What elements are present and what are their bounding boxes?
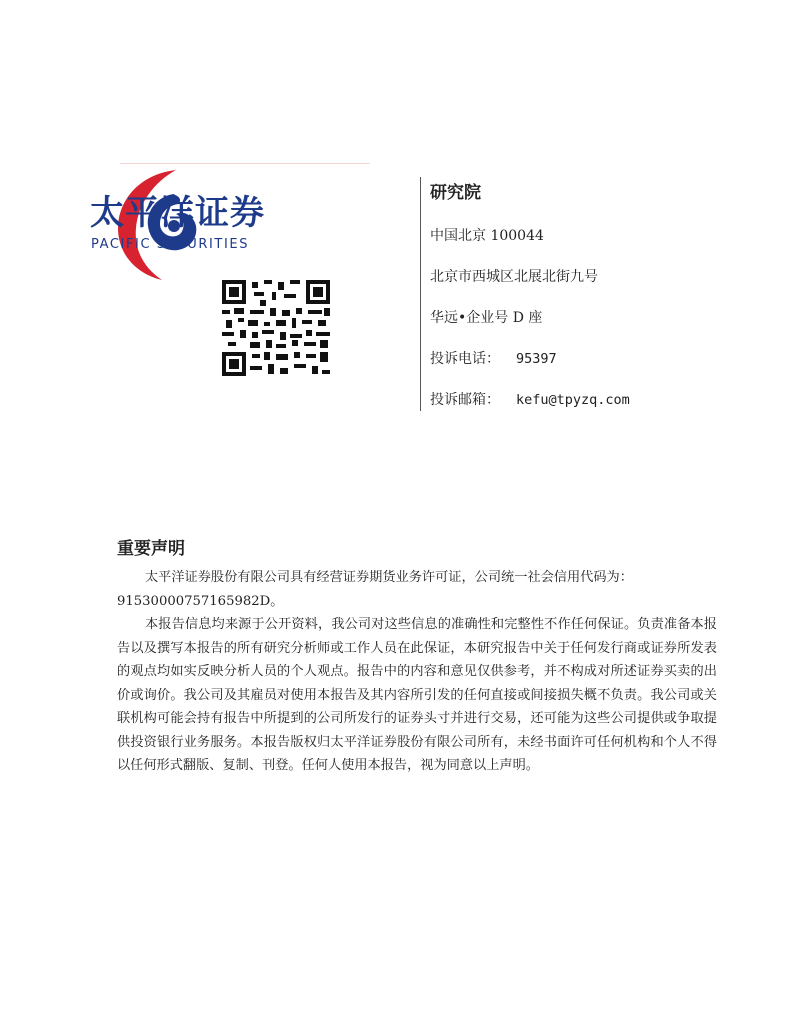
phone-value: 95397 [516,351,557,367]
declaration-para-2: 本报告信息均来源于公开资料，我公司对这些信息的准确性和完整性不作任何保证。负责准备本报告以及撰写本报告的所有研究分析师或工作人员在此保证，本研究报告中关于任何发行商或证券所发表的观点均如实反映分析人员的个人观点。报告中的内容和意见仅供参考，并不构成对所述证券买卖的出价或询价。我公司及其雇员对使用本报告及其内容所引发的任何直接或间接损失概不负责。我公司或关联机构可能会持有报告中所提到的公司所发行的证券头寸并进行交易，还可能为这些公司提供或争取提供投资银行业务服务。本报告版权归太平洋证券股份有限公司所有，未经书面许可任何机构和个人不得以任何形式翻版、复制、刊登。任何人使用本报告，视为同意以上声明。 [117,617,717,773]
address-line-3: 华远•企业号 D 座 [430,310,543,326]
complaint-email [430,389,770,407]
logo-name-cn: 太平洋证券 [90,193,265,233]
phone-label: 投诉电话： [430,351,500,367]
address-line-1: 中国北京 100044 [430,228,544,244]
complaint-phone [430,348,770,366]
header-rule [120,163,370,164]
address-line-2: 北京市西城区北展北街九号 [430,269,598,285]
email-label: 投诉邮箱： [430,392,500,408]
contact-title: 研究院 [430,183,481,203]
qr-code-icon [220,278,332,378]
logo-name-en: PACIFIC SECURITIES [91,237,250,252]
declaration-body [117,566,717,778]
declaration-para-1: 太平洋证券股份有限公司具有经营证券期货业务许可证，公司统一社会信用代码为： [145,570,633,585]
contact-block [430,178,770,430]
declaration-credit-code: 91530000757165982D。 [117,593,284,609]
declaration-title: 重要声明 [117,539,185,559]
email-value[interactable]: kefu@tpyzq.com [516,392,630,408]
contact-divider [420,177,421,411]
